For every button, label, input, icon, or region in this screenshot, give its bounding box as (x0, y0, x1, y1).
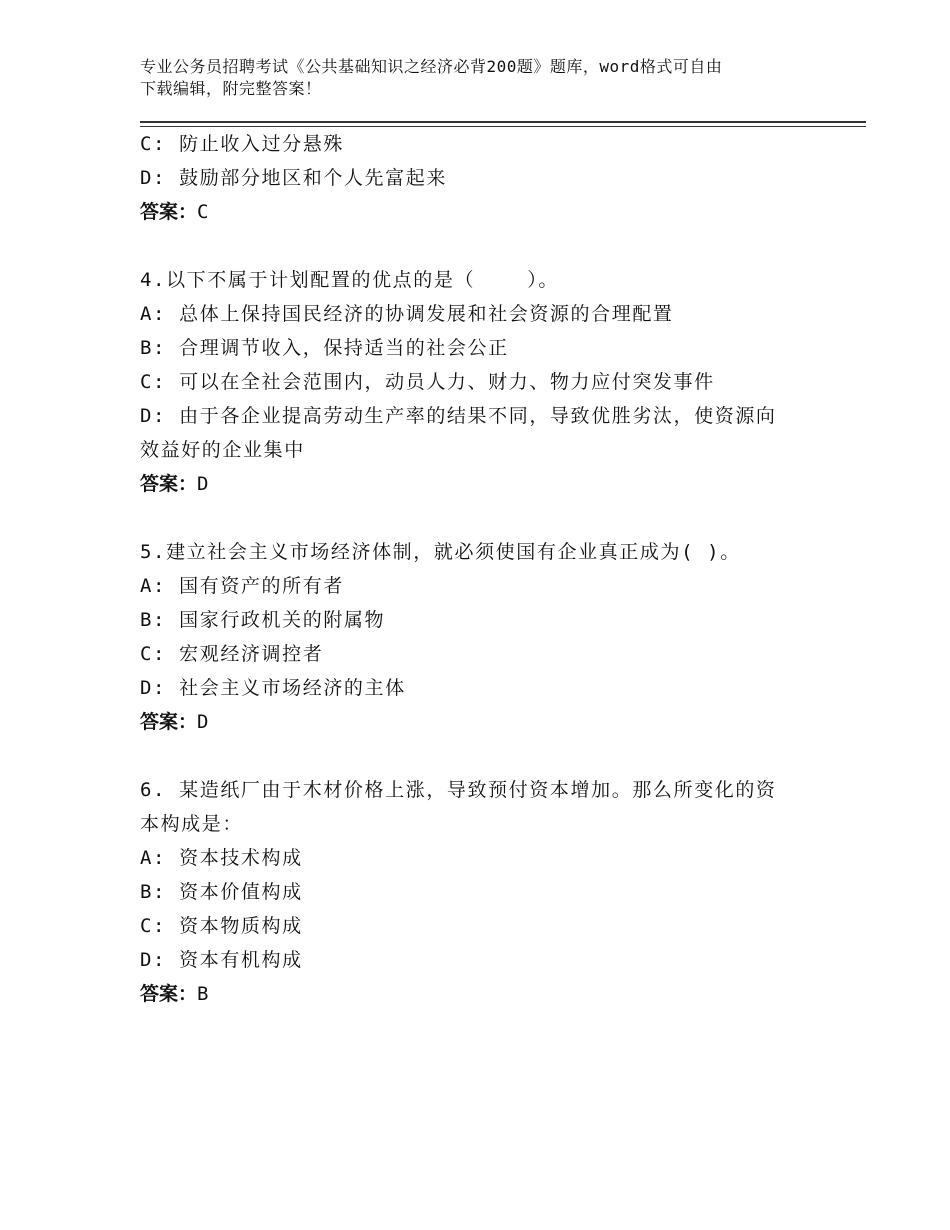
header-line-2: 下载编辑，附完整答案！ (140, 79, 322, 98)
option-d: D: 资本有机构成 (140, 949, 303, 971)
header-line-1: 专业公务员招聘考试《公共基础知识之经济必背200题》题库，word格式可自由 (140, 57, 723, 76)
answer-label: 答案： (140, 473, 198, 495)
answer-line (140, 977, 820, 1011)
question-stem-continued: 本构成是： (140, 813, 244, 835)
answer-label: 答案： (140, 711, 198, 733)
option-d: D: 鼓励部分地区和个人先富起来 (140, 167, 447, 189)
option-a: A: 资本技术构成 (140, 847, 303, 869)
spacer (140, 739, 820, 773)
page-header (140, 56, 820, 100)
option-c: C: 防止收入过分悬殊 (140, 133, 344, 155)
question-block-5 (140, 535, 820, 739)
answer-value: C (197, 201, 209, 223)
option-d-continued: 效益好的企业集中 (140, 439, 305, 461)
question-block-3 (140, 127, 820, 229)
answer-label: 答案： (140, 201, 198, 223)
option-d: D: 由于各企业提高劳动生产率的结果不同，导致优胜劣汰，使资源向 (140, 405, 777, 427)
question-stem: 6. 某造纸厂由于木材价格上涨，导致预付资本增加。那么所变化的资 (140, 779, 777, 801)
option-b: B: 国家行政机关的附属物 (140, 609, 386, 631)
answer-line (140, 195, 820, 229)
answer-line (140, 705, 820, 739)
header-divider-thick (140, 121, 866, 123)
option-d: D: 社会主义市场经济的主体 (140, 677, 406, 699)
answer-value: D (197, 711, 209, 733)
question-content (140, 127, 820, 1011)
question-stem: 5.建立社会主义市场经济体制，就必须使国有企业真正成为( )。 (140, 541, 741, 563)
answer-value: B (197, 983, 209, 1005)
question-block-6 (140, 773, 820, 1011)
question-stem: 4.以下不属于计划配置的优点的是（ ）。 (140, 269, 559, 291)
option-b: B: 合理调节收入，保持适当的社会公正 (140, 337, 509, 359)
answer-value: D (197, 473, 209, 495)
answer-label: 答案： (140, 983, 198, 1005)
spacer (140, 501, 820, 535)
answer-line (140, 467, 820, 501)
option-a: A: 国有资产的所有者 (140, 575, 344, 597)
option-c: C: 资本物质构成 (140, 915, 303, 937)
question-block-4 (140, 263, 820, 501)
option-c: C: 可以在全社会范围内，动员人力、财力、物力应付突发事件 (140, 371, 715, 393)
option-c: C: 宏观经济调控者 (140, 643, 324, 665)
option-b: B: 资本价值构成 (140, 881, 303, 903)
option-a: A: 总体上保持国民经济的协调发展和社会资源的合理配置 (140, 303, 674, 325)
spacer (140, 229, 820, 263)
